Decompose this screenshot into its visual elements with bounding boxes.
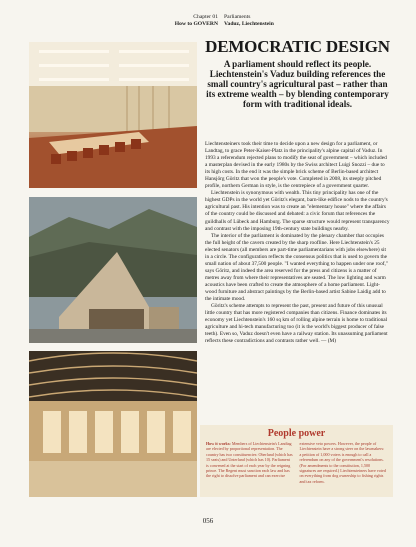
sidebar-title: People power [267, 428, 326, 439]
location-label: Vaduz, Liechtenstein [224, 20, 274, 27]
sidebar-lead-label: How it works: [206, 441, 231, 446]
interior-foyer-photo [29, 351, 197, 497]
page-number: 056 [202, 517, 214, 525]
running-head-right [224, 14, 324, 27]
landtag-exterior-photo [29, 197, 197, 343]
book-title: How to GOVERN [174, 20, 218, 27]
body-paragraph: Liechtenstein is synonymous with wealth. This tiny principality has one of the highest GDPs in the world yet Göritz's elegant, barn-like edifice nods to the country's agricultural past. His intention was to create an "elementary house" where the affairs of the country could be discussed and debated: a civic forum that references the guildhalls of Lübeck and Hamburg. The sparse structure would represent transparency and contrast with the imposing 19th-century state buildings nearby. [205, 190, 390, 232]
article-headline: DEMOCRATIC DESIGN [205, 37, 390, 56]
article-standfirst: A parliament should reflect its people. Liechtenstein's Vaduz building references the small country's agricultural past – rather than its extreme wealth – by blending contemporary form with traditional ideals. [206, 59, 389, 110]
body-paragraph: Liechtensteiners took their time to decide upon a new design for a parliament, or Landtag, to grace Peter-Kaiser-Platz in the principality's alpine capital of Vaduz. In 1993 a referendum rejected plans to modify the seat of government – which included a masterplan devised in the early 1980s by the Swiss architect Luigi Snozzi – due to its high costs. In the end it was the simple brick scheme of Berlin-based architect Hansjörg Göritz that won the people's vote. Completed in 2008, its steeply pitched profile, northern German in style, is the centrepiece of a government quarter. [205, 141, 387, 190]
sidebar-column-1-text: Members of Liechtenstein's Landtag are elected by proportional representation. The country has two constituencies: Oberland (which has 15 seats) and Unterland (which has 10). Parliament is convened at the start of each year by the reigning prince. The Regent must sanction each law and has the right to dissolve parliament and can exercise [206, 441, 293, 479]
sidebar-column-1 [206, 441, 294, 484]
people-power-sidebar [200, 425, 393, 497]
chapter-label: Chapter 01 [193, 14, 218, 20]
section-label: Parliaments [224, 14, 251, 20]
body-paragraph: The interior of the parliament is dominated by the plenary chamber that occupies the full height of the cavern created by the sharp roofline. Here Liechtenstein's 25 elected senators (all members are part-time parliamentarians with jobs elsewhere) sit in a circle. The configuration reflects the consensus politics that is used to govern the small nation of about 37,500 people. "I wanted everything to happen under one roof," says Göritz, and indeed the area reserved for the press and citizens is a matter of metres away from where their representatives are seated. The low lighting and warm acoustics have been crafted to create the atmosphere of a home parliament. Light-wood furniture and abstract paintings by the Berlin-based artist Sabine Laidig add to the intimate mood. [205, 232, 389, 303]
sidebar-column-2: extensive veto powers. However, the people of Liechtenstein have a strong steer on the lawmakers: a petition of 1,000 voters is enough to call a referendum on any of the government's resolutions. (For amendments to the constitution, 1,500 signatures are required.) Liechtensteiners have voted on everything from dog ownership to fishing rights and tax reform. [299, 441, 386, 484]
article-header [205, 38, 390, 109]
sidebar-columns [206, 441, 387, 484]
plenary-chamber-photo [29, 42, 197, 188]
running-head-left [172, 14, 218, 27]
body-paragraph: Göritz's scheme attempts to represent the past, present and future of this unusual little country that has more registered companies than citizens. Finance dominates its economy yet Liechtenstein's 160 sq km of rolling alpine terrain is home to traditional agriculture and hi-tech manufacturing too (it is the world's biggest producer of false teeth). Even so, Vaduz doesn't even have a railway station. Its unassuming parliament reflects these contradictions and contrasts rather well. — (M) [205, 303, 388, 345]
article-body [205, 141, 390, 345]
